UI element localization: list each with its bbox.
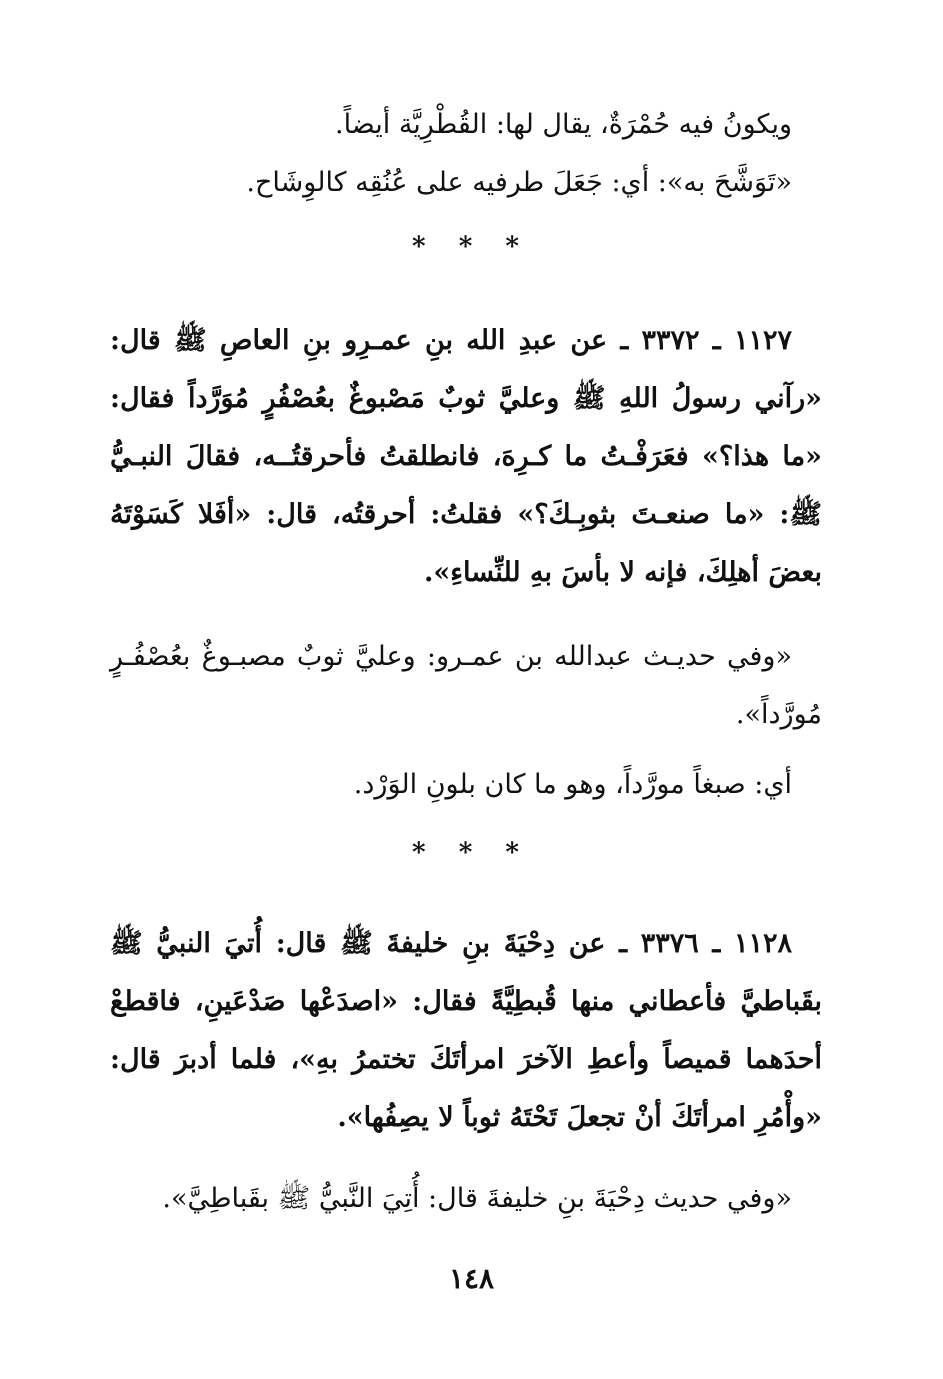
hadith-1127-text: ١١٢٧ ـ ٣٣٧٢ ـ عن عبدِ الله بنِ عمـرِو بنِ العاصِ ﷺ قال: «رآني رسولُ اللهِ ﷺ وعليَّ ثوبٌ مَصْبوغٌ بعُصْفُرٍ مُوَرَّداً فقال: «ما هذا؟» فعَرَفْـتُ ما كـرِهَ، فانطلقتُ فأحرقتُــه، فقالَ النبـيُّ ﷺ: «ما صنعـتَ بثوبِـكَ؟» فقلتُ: أحرقتُه، قال: «أفَلا كَسَوْتَهُ بعضَ أهلِكَ، فإنه لا بأسَ بهِ للنِّساءِ». (110, 325, 822, 588)
glossary-line-2: «تَوَشَّحَ به»: أي: جَعَلَ طرفيه على عُنُقِه كالوِشَاح. (246, 167, 792, 198)
commentary-1127-explanation: أي: صبغاً مورَّداً، وهو ما كان بلونِ الوَرْد. (353, 769, 792, 800)
hadith-1128 (110, 915, 822, 1147)
commentary-1128 (110, 1170, 822, 1228)
commentary-1127-quote: «وفي حديـث عبدالله بن عمـرو: وعليَّ ثوبٌ مصبـوغٌ بعُصْفُـرٍ مُورَّداً». (110, 641, 822, 730)
page-number: ١٤٨ (448, 1262, 495, 1295)
commentary-1128-quote: «وفي حديث دِحْيَةَ بنِ خليفةَ قال: أُتِيَ النَّبيُّ ﷺ بقَباطِيَّ». (162, 1183, 792, 1214)
glossary-line-1: ويكونُ فيه حُمْرَةٌ، يقال لها: القُطْرِيَّة أيضاً. (335, 109, 792, 140)
commentary-1127 (110, 628, 822, 814)
section-divider-2: * * * (412, 838, 531, 868)
hadith-1128-text: ١١٢٨ ـ ٣٣٧٦ ـ عن دِحْيَةَ بنِ خليفةَ ﷺ قال: أُتيَ النبيُّ ﷺ بقَباطيَّ فأعطاني منها قُبطِيَّةً فقال: «اصدَعْها صَدْعَينِ، فاقطعْ أحدَهما قميصاً وأعطِ الآخرَ امرأتَكَ تختمرُ بهِ»، فلما أدبرَ قال: «وأْمُرِ امرأتَكَ أنْ تجعلَ تَحْتَهُ ثوباً لا يصِفُها». (110, 928, 822, 1133)
glossary-top (110, 96, 822, 212)
hadith-1127 (110, 312, 822, 602)
section-divider-1: * * * (412, 232, 531, 262)
